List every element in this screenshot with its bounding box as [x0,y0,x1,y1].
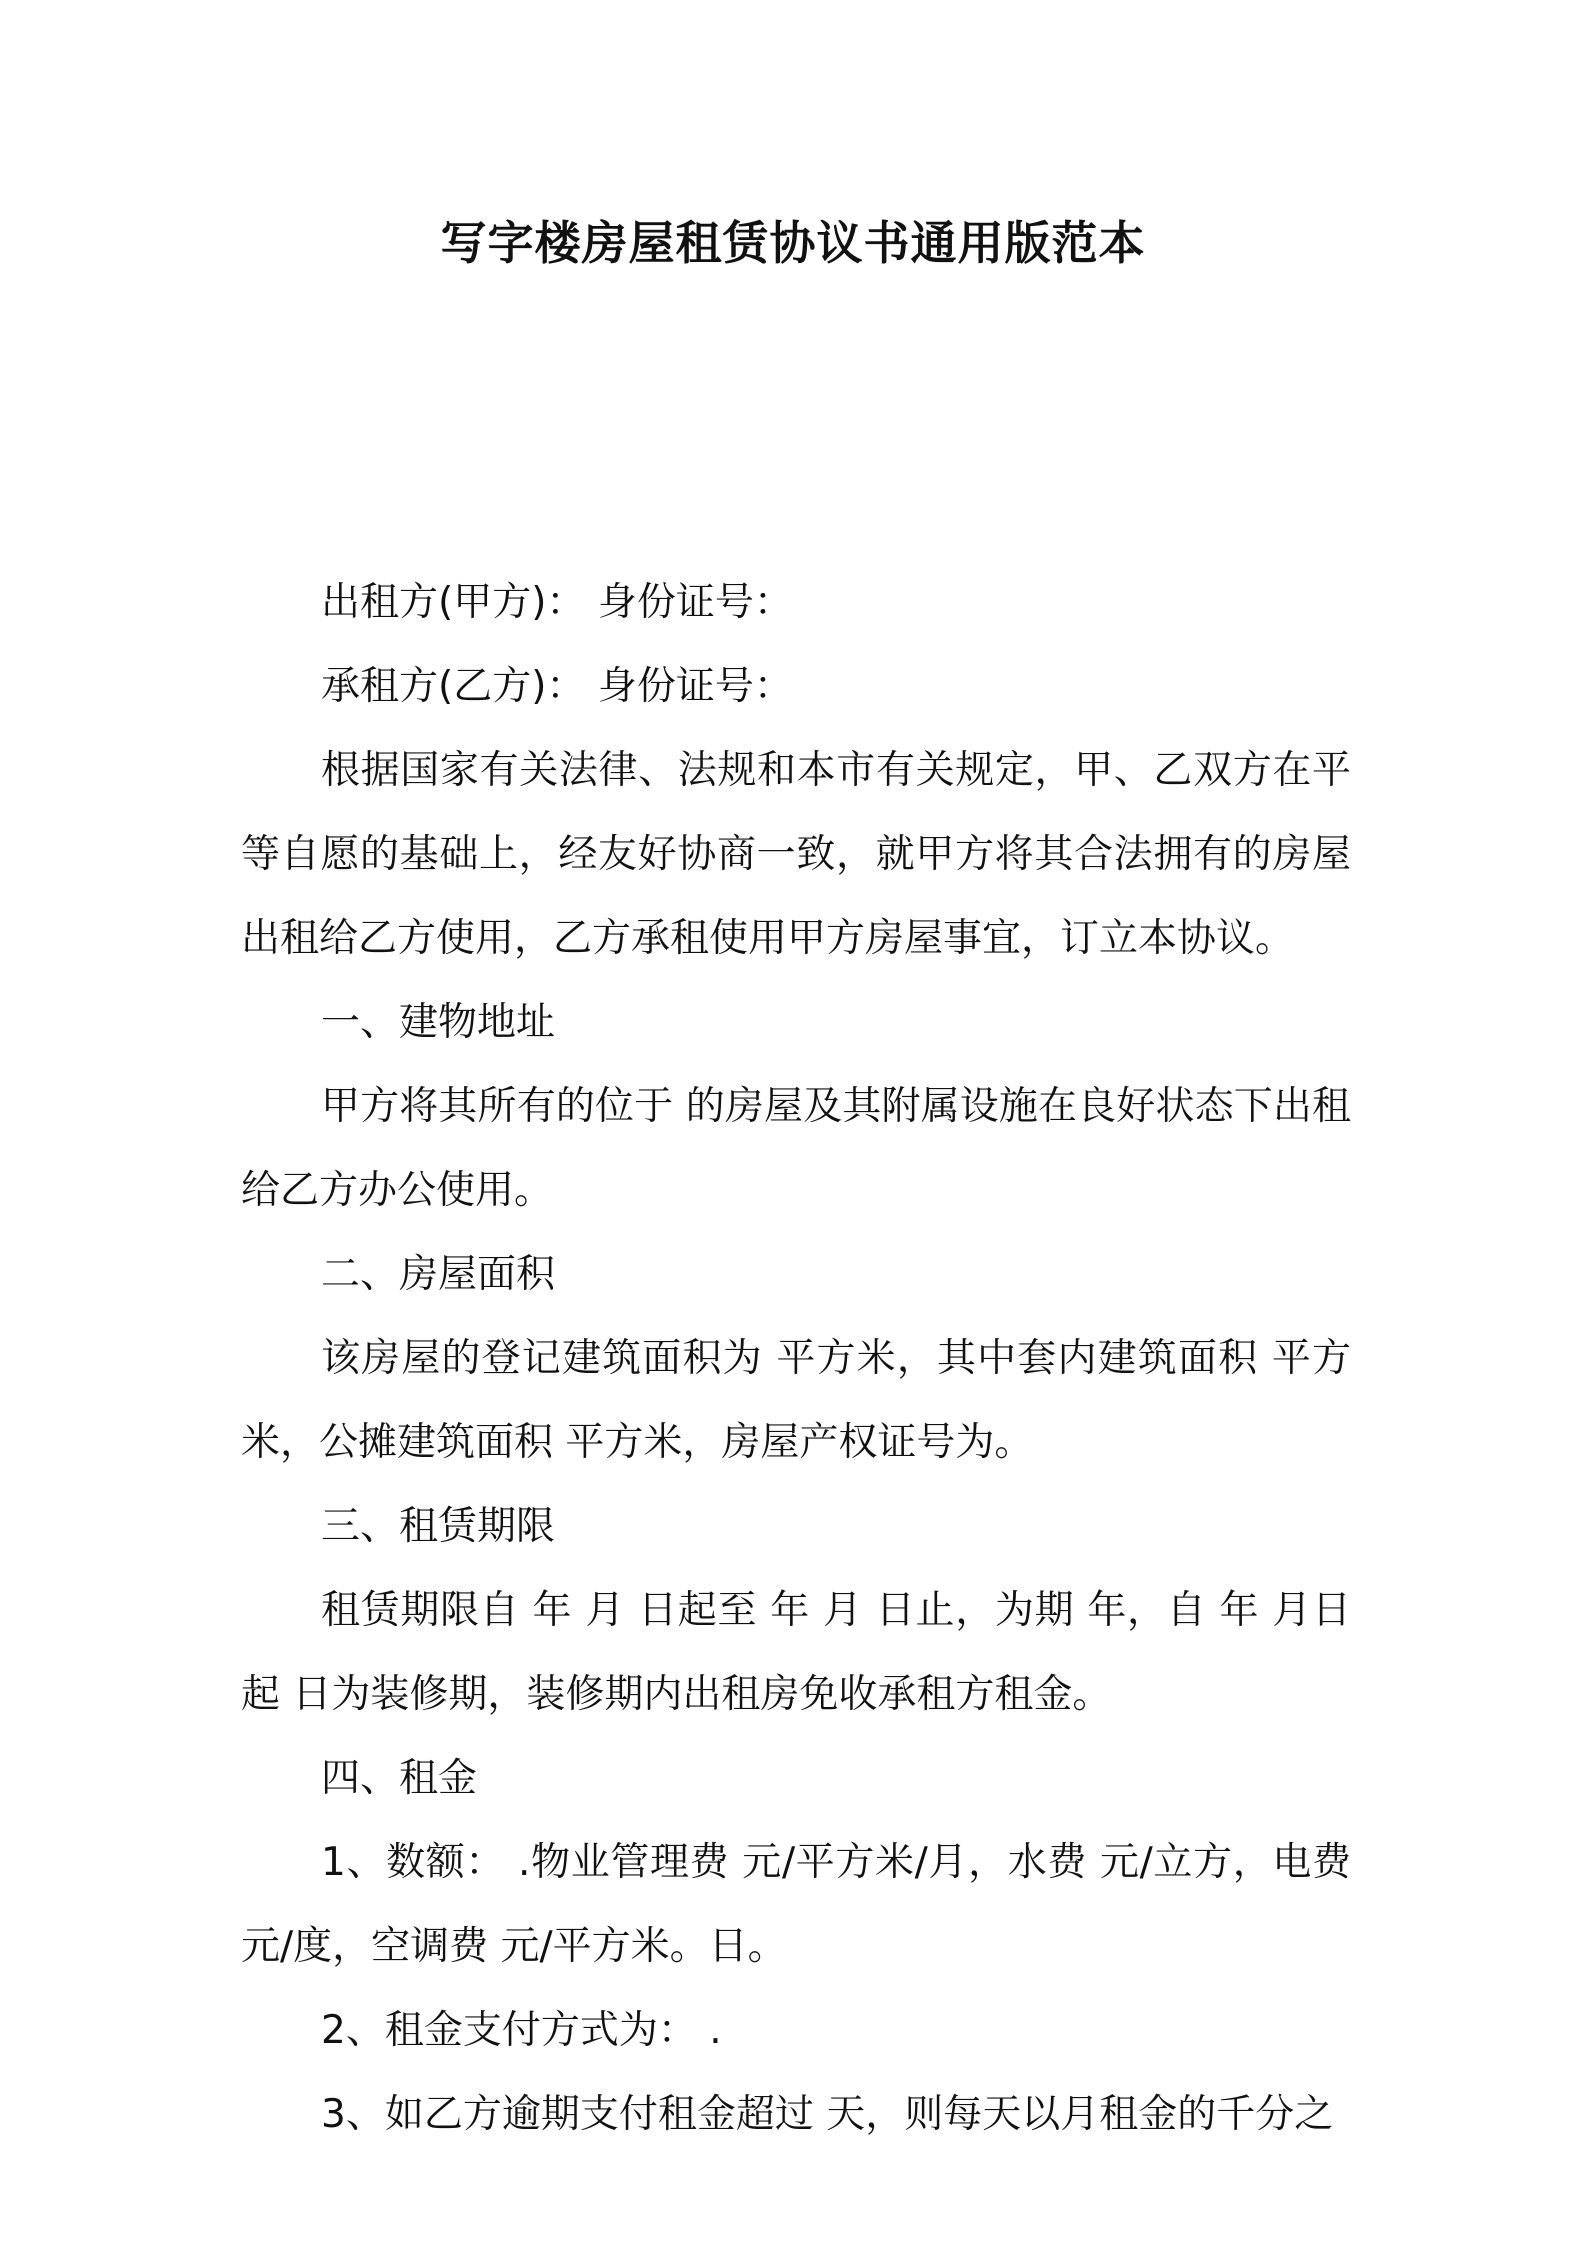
preamble-paragraph: 根据国家有关法律、法规和本市有关规定，甲、乙双方在平等自愿的基础上，经友好协商一致，就甲方将其合法拥有的房屋出租给乙方使用，乙方承租使用甲方房屋事宜，订立本协议。 [241,748,1351,961]
lessee-line: 承租方(乙方)： 身份证号： [321,664,793,709]
rent-item-payment-method: 2、租金支付方式为： . [321,2008,722,2053]
lessor-line: 出租方(甲方)： 身份证号： [321,580,793,625]
section-text-area: 该房屋的登记建筑面积为 平方米，其中套内建筑面积 平方米，公摊建筑面积 平方米，房屋产权证号为。 [241,1336,1351,1465]
document-body [241,561,1351,2157]
section-text-address: 甲方将其所有的位于 的房屋及其附属设施在良好状态下出租给乙方办公使用。 [241,1084,1351,1213]
section-heading-rent: 四、租金 [321,1756,478,1801]
section-heading-area: 二、房屋面积 [321,1252,556,1297]
section-heading-address: 一、建物地址 [321,1000,556,1045]
document-title: 写字楼房屋租赁协议书通用版范本 [440,216,1146,270]
section-heading-term: 三、租赁期限 [321,1504,556,1549]
rent-item-late-payment: 3、如乙方逾期支付租金超过 天，则每天以月租金的千分之 [321,2092,1334,2137]
section-text-term: 租赁期限自 年 月 日起至 年 月 日止，为期 年，自 年 月日起 日为装修期，装修期内出租房免收承租方租金。 [241,1588,1351,1717]
rent-item-amount: 1、数额： .物业管理费 元/平方米/月，水费 元/立方，电费 元/度，空调费 元/平方米。日。 [241,1840,1351,1969]
